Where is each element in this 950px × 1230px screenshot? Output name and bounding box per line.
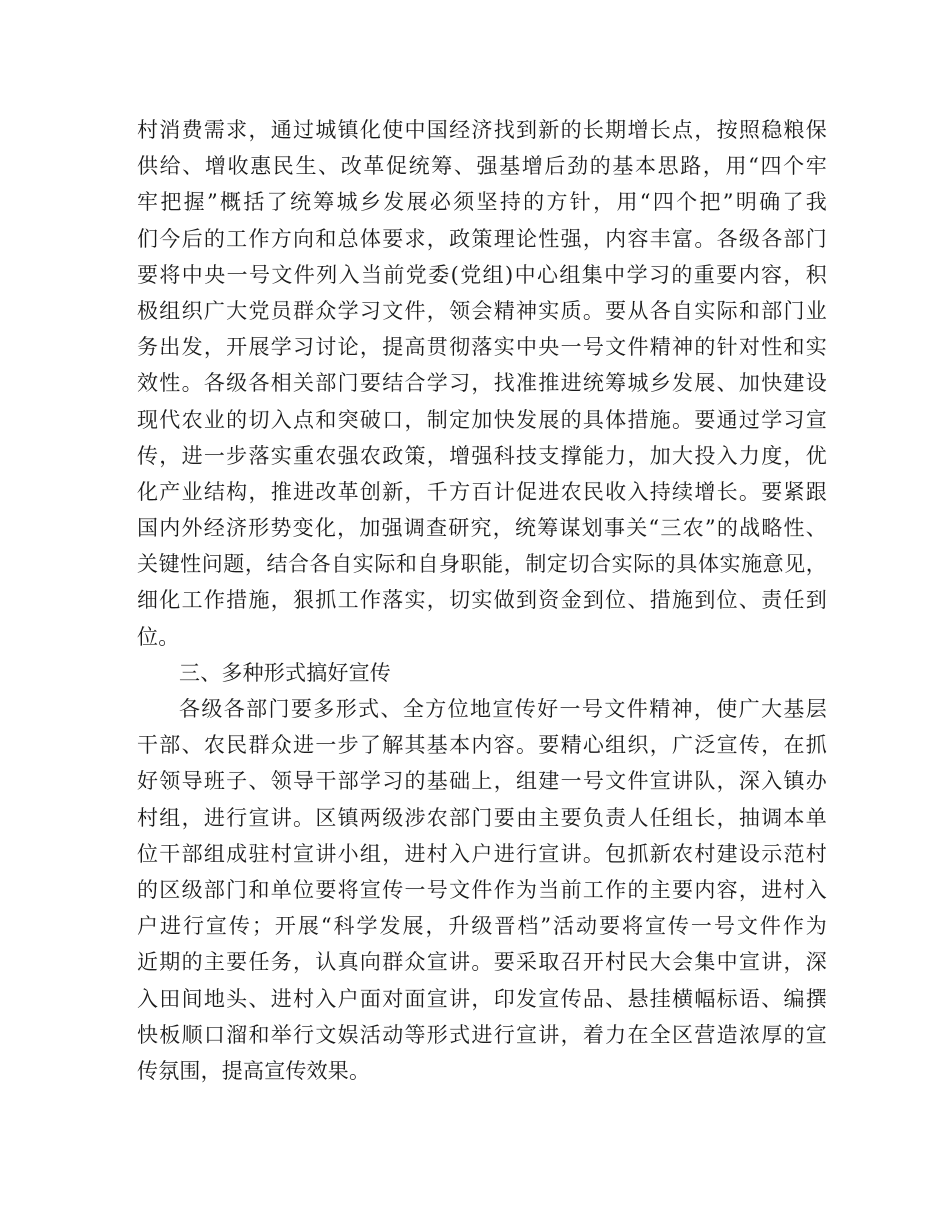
paragraph-line: 位干部组成驻村宣讲小组，进村入户进行宣讲。包抓新农村建设示范村 bbox=[137, 841, 827, 866]
paragraph-2 bbox=[137, 691, 827, 1089]
paragraph-line: 国内外经济形势变化，加强调查研究，统筹谋划事关“三农”的战略性、 bbox=[137, 516, 827, 541]
paragraph-line: 位。 bbox=[137, 624, 180, 649]
paragraph-line: 的区级部门和单位要将宣传一号文件作为当前工作的主要内容，进村入 bbox=[137, 877, 827, 902]
paragraph-line: 村消费需求，通过城镇化使中国经济找到新的长期增长点，按照稳粮保 bbox=[137, 118, 827, 142]
paragraph-line: 户进行宣传；开展“科学发展，升级晋档”活动要将宣传一号文件作为 bbox=[137, 914, 827, 939]
paragraph-1 bbox=[137, 112, 827, 655]
paragraph-line: 化产业结构，推进改革创新，千方百计促进农民收入持续增长。要紧跟 bbox=[137, 479, 827, 504]
paragraph-line: 极组织广大党员群众学习文件，领会精神实质。要从各自实际和部门业 bbox=[137, 298, 827, 323]
paragraph-line: 干部、农民群众进一步了解其基本内容。要精心组织，广泛宣传，在抓 bbox=[137, 733, 827, 758]
paragraph-line: 传氛围，提高宣传效果。 bbox=[137, 1058, 371, 1083]
paragraph-line: 要将中央一号文件列入当前党委(党组)中心组集中学习的重要内容，积 bbox=[137, 262, 827, 287]
paragraph-line: 各级各部门要多形式、全方位地宣传好一号文件精神，使广大基层 bbox=[179, 697, 827, 721]
paragraph-line: 村组，进行宣讲。区镇两级涉农部门要由主要负责人任组长，抽调本单 bbox=[137, 805, 827, 830]
paragraph-line: 近期的主要任务，认真向群众宣讲。要采取召开村民大会集中宣讲，深 bbox=[137, 950, 827, 975]
paragraph-line: 入田间地头、进村入户面对面宣讲，印发宣传品、悬挂横幅标语、编撰 bbox=[137, 986, 827, 1011]
paragraph-line: 供给、增收惠民生、改革促统筹、强基增后劲的基本思路，用“四个牢 bbox=[137, 154, 827, 179]
paragraph-line: 牢把握”概括了统筹城乡发展必须坚持的方针，用“四个把”明确了我 bbox=[137, 190, 827, 215]
paragraph-line: 关键性问题，结合各自实际和自身职能，制定切合实际的具体实施意见， bbox=[137, 552, 827, 577]
paragraph-line: 快板顺口溜和举行文娱活动等形式进行宣讲，着力在全区营造浓厚的宣 bbox=[137, 1022, 827, 1047]
paragraph-line: 效性。各级各相关部门要结合学习，找准推进统筹城乡发展、加快建设 bbox=[137, 371, 827, 396]
document-page bbox=[137, 112, 827, 1089]
paragraph-line: 好领导班子、领导干部学习的基础上，组建一号文件宣讲队，深入镇办 bbox=[137, 769, 827, 794]
section-heading: 三、多种形式搞好宣传 bbox=[179, 660, 391, 685]
paragraph-line: 们今后的工作方向和总体要求，政策理论性强，内容丰富。各级各部门 bbox=[137, 226, 827, 251]
paragraph-line: 现代农业的切入点和突破口，制定加快发展的具体措施。要通过学习宣 bbox=[137, 407, 827, 432]
paragraph-line: 务出发，开展学习讨论，提高贯彻落实中央一号文件精神的针对性和实 bbox=[137, 335, 827, 360]
paragraph-line: 细化工作措施，狠抓工作落实，切实做到资金到位、措施到位、责任到 bbox=[137, 588, 827, 613]
paragraph-line: 传，进一步落实重农强农政策，增强科技支撑能力，加大投入力度，优 bbox=[137, 443, 827, 468]
